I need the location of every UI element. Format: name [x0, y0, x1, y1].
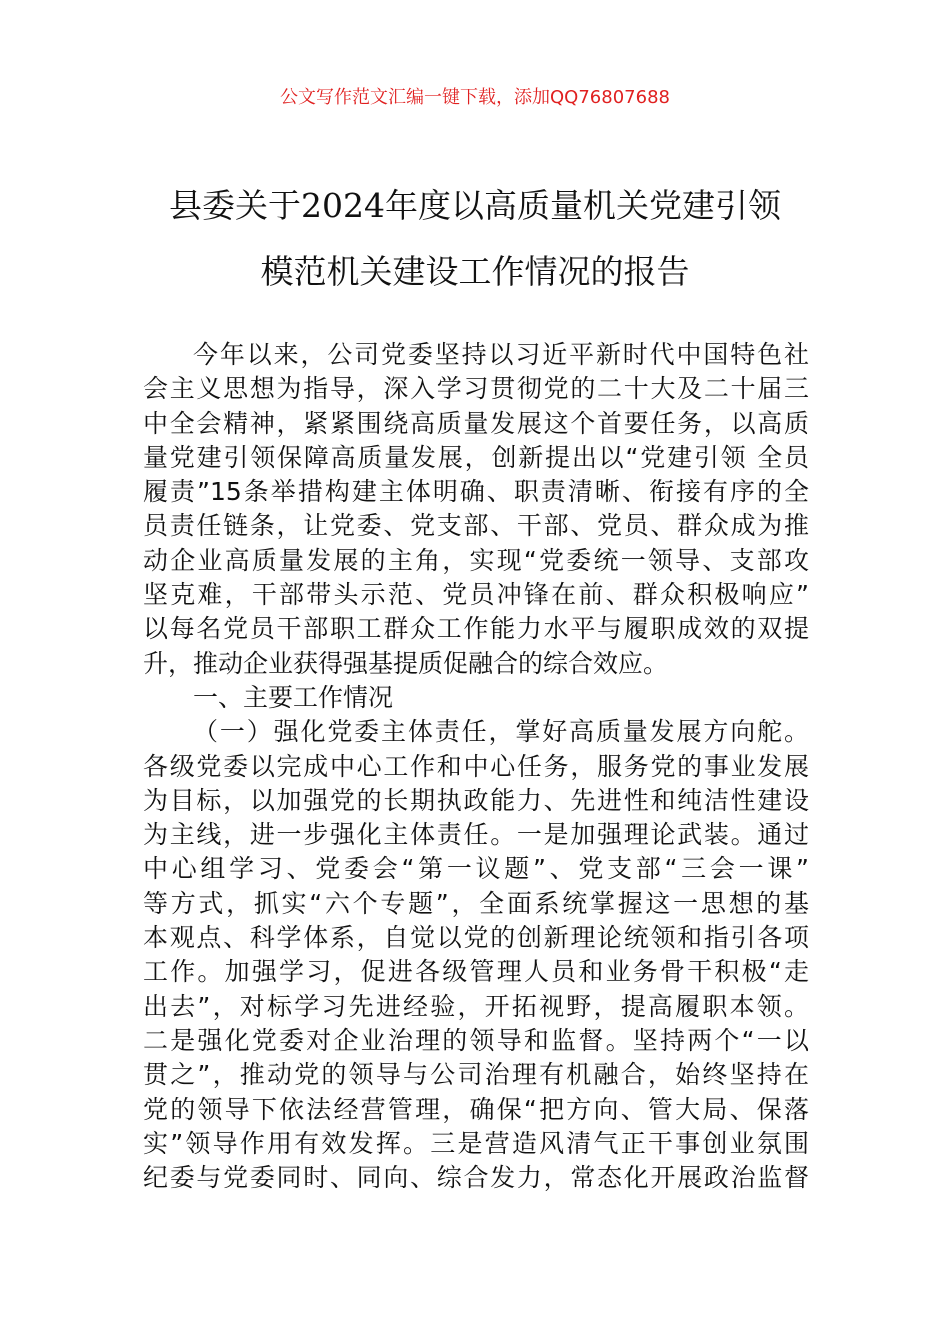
body-line: 实”领导作用有效发挥。三是营造风清气正干事创业氛围	[143, 1128, 809, 1158]
body-line: 工作。加强学习，促进各级管理人员和业务骨干积极“走	[143, 957, 809, 987]
document-title-line-2: 模范机关建设工作情况的报告	[260, 252, 690, 291]
body-line: 本观点、科学体系，自觉以党的创新理论统领和指引各项	[143, 923, 809, 953]
body-line: 量党建引领保障高质量发展，创新提出以“党建引领 全员	[143, 442, 809, 472]
body-line: 二是强化党委对企业治理的领导和监督。坚持两个“一以	[143, 1025, 809, 1055]
body-line: 贯之”，推动党的领导与公司治理有机融合，始终坚持在	[143, 1060, 809, 1090]
body-line: 以每名党员干部职工群众工作能力水平与履职成效的双提	[143, 614, 809, 644]
body-line: 员责任链条，让党委、党支部、干部、党员、群众成为推	[143, 511, 809, 541]
document-body	[143, 338, 809, 1195]
body-line: 出去”，对标学习先进经验，开拓视野，提高履职本领。	[143, 991, 809, 1021]
body-line: 履责”15条举措构建主体明确、职责清晰、衔接有序的全	[143, 477, 809, 507]
body-line: 升，推动企业获得强基提质促融合的综合效应。	[143, 648, 669, 678]
body-line: 中全会精神，紧紧围绕高质量发展这个首要任务，以高质	[143, 408, 809, 438]
subsection-heading: （一）强化党委主体责任，掌好高质量发展方向舵。	[193, 717, 809, 747]
body-line: 党的领导下依法经营管理，确保“把方向、管大局、保落	[143, 1094, 809, 1124]
body-line: 等方式，抓实“六个专题”，全面系统掌握这一思想的基	[143, 888, 809, 918]
body-line: 纪委与党委同时、同向、综合发力，常态化开展政治监督	[143, 1163, 809, 1193]
download-notice: 公文写作范文汇编一键下载，添加QQ76807688	[280, 87, 670, 108]
document-title-line-1: 县委关于2024年度以高质量机关党建引领	[169, 186, 781, 225]
body-line: 各级党委以完成中心工作和中心任务，服务党的事业发展	[143, 751, 809, 781]
body-line: 今年以来，公司党委坚持以习近平新时代中国特色社	[193, 340, 809, 369]
section-heading: 一、主要工作情况	[193, 682, 394, 712]
body-line: 为目标，以加强党的长期执政能力、先进性和纯洁性建设	[143, 785, 809, 815]
body-line: 会主义思想为指导，深入学习贯彻党的二十大及二十届三	[143, 374, 809, 404]
body-line: 为主线，进一步强化主体责任。一是加强理论武装。通过	[143, 820, 809, 850]
body-line: 坚克难，干部带头示范、党员冲锋在前、群众积极响应”	[143, 580, 809, 610]
body-line: 动企业高质量发展的主角，实现“党委统一领导、支部攻	[143, 545, 809, 575]
body-line: 中心组学习、党委会“第一议题”、党支部“三会一课”	[143, 854, 809, 884]
